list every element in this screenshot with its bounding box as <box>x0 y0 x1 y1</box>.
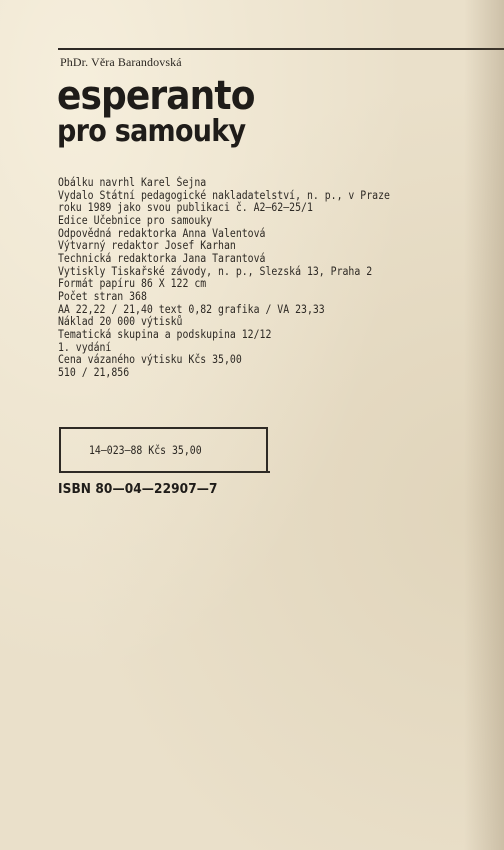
imprint-line: Tematická skupina a podskupina 12/12 <box>58 327 272 341</box>
price-box <box>59 427 268 472</box>
title-line-1: esperanto <box>57 73 255 119</box>
imprint-line: Cena vázaného výtisku Kčs 35,00 <box>58 353 242 367</box>
imprint-line: Počet stran 368 <box>58 289 147 303</box>
price-code: 14—023—88 Kčs 35,00 <box>89 444 202 457</box>
imprint-line: 510 / 21,856 <box>58 365 130 379</box>
imprint-line: AA 22,22 / 21,40 text 0,82 grafika / VA 23,33 <box>58 302 325 316</box>
imprint-line: Obálku navrhl Karel Šejna <box>58 176 207 189</box>
imprint-line: Technická redaktorka Jana Tarantová <box>58 251 266 265</box>
imprint-line: Vydalo Státní pedagogické nakladatelství, n. p., v Praze <box>58 188 390 202</box>
author-name: PhDr. Věra Barandovská <box>60 55 182 69</box>
imprint-line: roku 1989 jako svou publikaci č. A2—62—25/1 <box>58 201 313 215</box>
imprint-block <box>58 177 401 380</box>
book-title <box>57 73 255 149</box>
imprint-line: Odpovědná redaktorka Anna Valentová <box>58 226 266 240</box>
price-box-bottom-rule <box>59 471 270 473</box>
imprint-line: Náklad 20 000 výtisků <box>58 315 183 329</box>
imprint-line: 1. vydání <box>58 340 112 354</box>
isbn: ISBN 80—04—22907—7 <box>58 481 218 497</box>
imprint-line: Výtvarný redaktor Josef Karhan <box>58 239 236 253</box>
imprint-line: Vytiskly Tiskařské závody, n. p., Slezská 13, Praha 2 <box>58 264 373 278</box>
imprint-line: Formát papíru 86 X 122 cm <box>58 277 207 291</box>
imprint-line: Edice Učebnice pro samouky <box>58 213 213 227</box>
title-line-2: pro samouky <box>57 114 246 149</box>
page-edge-shadow <box>464 0 504 850</box>
top-rule <box>58 48 504 50</box>
